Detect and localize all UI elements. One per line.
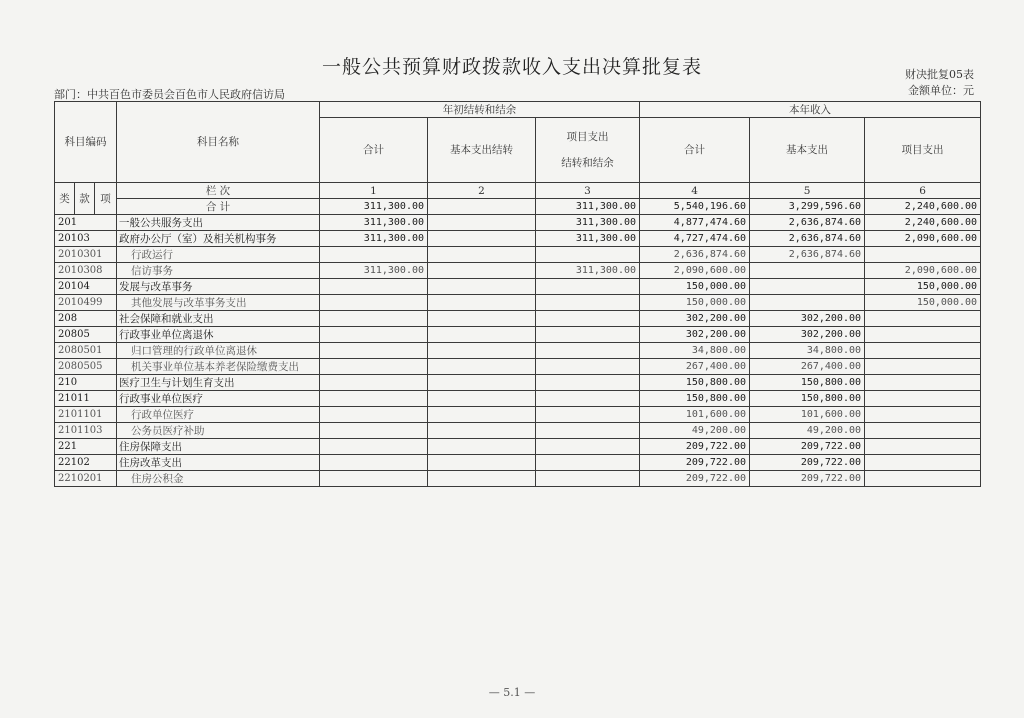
amount-cell bbox=[428, 455, 536, 471]
column-number-2: 2 bbox=[428, 183, 536, 199]
column-number-6: 6 bbox=[865, 183, 981, 199]
amount-cell: 311,300.00 bbox=[320, 263, 428, 279]
amount-cell bbox=[428, 375, 536, 391]
subject-name-cell: 住房公积金 bbox=[117, 471, 320, 487]
amount-cell bbox=[320, 247, 428, 263]
amount-cell bbox=[320, 391, 428, 407]
table-row bbox=[55, 423, 981, 439]
header-carry-project-line2: 结转和结余 bbox=[561, 157, 614, 169]
amount-cell bbox=[750, 263, 865, 279]
amount-cell: 209,722.00 bbox=[640, 471, 750, 487]
amount-cell: 302,200.00 bbox=[750, 327, 865, 343]
amount-cell: 302,200.00 bbox=[750, 311, 865, 327]
amount-cell bbox=[536, 295, 640, 311]
amount-cell bbox=[320, 439, 428, 455]
amount-cell bbox=[428, 471, 536, 487]
table-body bbox=[55, 215, 981, 487]
amount-cell bbox=[750, 279, 865, 295]
amount-cell bbox=[865, 407, 981, 423]
amount-cell bbox=[428, 407, 536, 423]
amount-cell: 267,400.00 bbox=[750, 359, 865, 375]
amount-cell: 311,300.00 bbox=[320, 231, 428, 247]
amount-cell: 150,000.00 bbox=[865, 295, 981, 311]
amount-cell bbox=[865, 343, 981, 359]
amount-cell bbox=[536, 279, 640, 295]
column-number-1: 1 bbox=[320, 183, 428, 199]
amount-cell: 2,636,874.60 bbox=[750, 247, 865, 263]
amount-cell: 150,800.00 bbox=[750, 391, 865, 407]
subject-name-cell: 行政事业单位医疗 bbox=[117, 391, 320, 407]
table-row bbox=[55, 279, 981, 295]
amount-cell: 101,600.00 bbox=[640, 407, 750, 423]
amount-cell bbox=[865, 391, 981, 407]
table-row bbox=[55, 311, 981, 327]
subject-name-cell: 一般公共服务支出 bbox=[117, 215, 320, 231]
column-number-label: 栏 次 bbox=[117, 183, 320, 199]
header-income-basic: 基本支出 bbox=[750, 118, 865, 183]
amount-cell bbox=[428, 295, 536, 311]
table-row bbox=[55, 439, 981, 455]
amount-cell: 311,300.00 bbox=[536, 215, 640, 231]
amount-cell bbox=[536, 311, 640, 327]
subject-name-cell: 归口管理的行政单位离退休 bbox=[117, 343, 320, 359]
amount-cell: 2,240,600.00 bbox=[865, 215, 981, 231]
total-row-label: 合 计 bbox=[117, 199, 320, 215]
amount-cell bbox=[865, 359, 981, 375]
subject-name-cell: 社会保障和就业支出 bbox=[117, 311, 320, 327]
amount-unit: 金额单位：元 bbox=[908, 84, 974, 97]
subject-code-cell: 20104 bbox=[55, 279, 117, 295]
amount-cell bbox=[536, 247, 640, 263]
amount-cell bbox=[865, 455, 981, 471]
amount-cell bbox=[428, 391, 536, 407]
total-cell: 311,300.00 bbox=[536, 199, 640, 215]
total-cell bbox=[428, 199, 536, 215]
table-row bbox=[55, 407, 981, 423]
amount-cell bbox=[536, 455, 640, 471]
subject-code-cell: 2010308 bbox=[55, 263, 117, 279]
header-xiang: 项 bbox=[95, 183, 117, 215]
table-row bbox=[55, 455, 981, 471]
amount-cell: 150,800.00 bbox=[750, 375, 865, 391]
amount-cell bbox=[428, 423, 536, 439]
subject-code-cell: 20805 bbox=[55, 327, 117, 343]
amount-cell bbox=[428, 231, 536, 247]
amount-cell bbox=[320, 311, 428, 327]
subject-name-cell: 行政运行 bbox=[117, 247, 320, 263]
amount-cell: 150,000.00 bbox=[865, 279, 981, 295]
amount-cell: 34,800.00 bbox=[750, 343, 865, 359]
amount-cell bbox=[865, 423, 981, 439]
table-row bbox=[55, 295, 981, 311]
amount-cell bbox=[428, 327, 536, 343]
amount-cell bbox=[428, 439, 536, 455]
subject-code-cell: 22102 bbox=[55, 455, 117, 471]
subject-name-cell: 行政事业单位离退休 bbox=[117, 327, 320, 343]
amount-cell bbox=[320, 279, 428, 295]
amount-cell bbox=[536, 423, 640, 439]
amount-cell: 49,200.00 bbox=[750, 423, 865, 439]
amount-cell bbox=[536, 407, 640, 423]
amount-cell bbox=[536, 375, 640, 391]
amount-cell: 2,090,600.00 bbox=[865, 231, 981, 247]
amount-cell bbox=[750, 295, 865, 311]
column-number-3: 3 bbox=[536, 183, 640, 199]
amount-cell: 302,200.00 bbox=[640, 311, 750, 327]
amount-cell: 4,877,474.60 bbox=[640, 215, 750, 231]
subject-name-cell: 住房保障支出 bbox=[117, 439, 320, 455]
table-row bbox=[55, 231, 981, 247]
subject-name-cell: 住房改革支出 bbox=[117, 455, 320, 471]
table-row bbox=[55, 471, 981, 487]
total-cell: 5,540,196.60 bbox=[640, 199, 750, 215]
amount-cell bbox=[428, 311, 536, 327]
amount-cell bbox=[536, 391, 640, 407]
header-carry-project-line1: 项目支出 bbox=[566, 131, 609, 143]
amount-cell: 150,800.00 bbox=[640, 391, 750, 407]
amount-cell bbox=[320, 327, 428, 343]
department-label: 部门：中共百色市委员会百色市人民政府信访局 bbox=[54, 88, 285, 101]
amount-cell: 209,722.00 bbox=[640, 439, 750, 455]
subject-name-cell: 政府办公厅（室）及相关机构事务 bbox=[117, 231, 320, 247]
amount-cell bbox=[428, 279, 536, 295]
total-cell: 311,300.00 bbox=[320, 199, 428, 215]
amount-cell: 2,636,874.60 bbox=[640, 247, 750, 263]
subject-code-cell: 20103 bbox=[55, 231, 117, 247]
amount-cell: 150,800.00 bbox=[640, 375, 750, 391]
amount-cell: 209,722.00 bbox=[750, 439, 865, 455]
amount-cell bbox=[428, 263, 536, 279]
table-row bbox=[55, 375, 981, 391]
subject-code-cell: 2010499 bbox=[55, 295, 117, 311]
subject-code-cell: 2101103 bbox=[55, 423, 117, 439]
amount-cell bbox=[428, 247, 536, 263]
amount-cell: 2,636,874.60 bbox=[750, 215, 865, 231]
subject-name-cell: 其他发展与改革事务支出 bbox=[117, 295, 320, 311]
total-cell: 2,240,600.00 bbox=[865, 199, 981, 215]
amount-cell: 2,090,600.00 bbox=[640, 263, 750, 279]
amount-cell bbox=[320, 343, 428, 359]
amount-cell: 150,000.00 bbox=[640, 279, 750, 295]
amount-cell bbox=[320, 455, 428, 471]
subject-code-cell: 210 bbox=[55, 375, 117, 391]
table-row bbox=[55, 263, 981, 279]
amount-cell bbox=[320, 407, 428, 423]
subject-code-cell: 2010301 bbox=[55, 247, 117, 263]
amount-cell: 4,727,474.60 bbox=[640, 231, 750, 247]
subject-name-cell: 机关事业单位基本养老保险缴费支出 bbox=[117, 359, 320, 375]
amount-cell: 311,300.00 bbox=[536, 263, 640, 279]
subject-code-cell: 21011 bbox=[55, 391, 117, 407]
subject-code-cell: 201 bbox=[55, 215, 117, 231]
subject-code-cell: 2080505 bbox=[55, 359, 117, 375]
amount-cell bbox=[536, 439, 640, 455]
table-row bbox=[55, 327, 981, 343]
amount-cell: 34,800.00 bbox=[640, 343, 750, 359]
subject-code-cell: 221 bbox=[55, 439, 117, 455]
header-lei: 类 bbox=[55, 183, 75, 215]
amount-cell: 267,400.00 bbox=[640, 359, 750, 375]
amount-cell bbox=[865, 311, 981, 327]
amount-cell: 150,000.00 bbox=[640, 295, 750, 311]
amount-cell bbox=[428, 215, 536, 231]
subject-name-cell: 医疗卫生与计划生育支出 bbox=[117, 375, 320, 391]
table-row bbox=[55, 215, 981, 231]
table-row bbox=[55, 359, 981, 375]
subject-name-cell: 信访事务 bbox=[117, 263, 320, 279]
header-income-group: 本年收入 bbox=[640, 102, 981, 118]
table-row bbox=[55, 391, 981, 407]
amount-cell bbox=[536, 327, 640, 343]
header-carry-basic: 基本支出结转 bbox=[428, 118, 536, 183]
subject-code-cell: 2101101 bbox=[55, 407, 117, 423]
amount-cell bbox=[320, 471, 428, 487]
subject-name-cell: 发展与改革事务 bbox=[117, 279, 320, 295]
column-number-4: 4 bbox=[640, 183, 750, 199]
amount-cell: 101,600.00 bbox=[750, 407, 865, 423]
amount-cell bbox=[536, 359, 640, 375]
table-row bbox=[55, 343, 981, 359]
amount-cell bbox=[320, 423, 428, 439]
amount-cell: 2,090,600.00 bbox=[865, 263, 981, 279]
amount-cell: 209,722.00 bbox=[750, 471, 865, 487]
header-subject-code: 科目编码 bbox=[55, 102, 117, 183]
amount-cell: 49,200.00 bbox=[640, 423, 750, 439]
amount-cell bbox=[536, 471, 640, 487]
amount-cell bbox=[865, 439, 981, 455]
column-number-5: 5 bbox=[750, 183, 865, 199]
amount-cell: 311,300.00 bbox=[536, 231, 640, 247]
total-cell: 3,299,596.60 bbox=[750, 199, 865, 215]
amount-cell bbox=[428, 343, 536, 359]
header-subject-name: 科目名称 bbox=[117, 102, 320, 183]
amount-cell: 209,722.00 bbox=[750, 455, 865, 471]
subject-code-cell: 2210201 bbox=[55, 471, 117, 487]
subject-name-cell: 公务员医疗补助 bbox=[117, 423, 320, 439]
amount-cell: 2,636,874.60 bbox=[750, 231, 865, 247]
amount-cell bbox=[428, 359, 536, 375]
subject-code-cell: 2080501 bbox=[55, 343, 117, 359]
header-income-project: 项目支出 bbox=[865, 118, 981, 183]
amount-cell bbox=[320, 359, 428, 375]
header-carryover-group: 年初结转和结余 bbox=[320, 102, 640, 118]
amount-cell bbox=[865, 471, 981, 487]
header-kuan: 款 bbox=[75, 183, 95, 215]
header-carry-project bbox=[536, 118, 640, 183]
amount-cell bbox=[536, 343, 640, 359]
form-code: 财决批复05表 bbox=[905, 68, 974, 81]
amount-cell bbox=[865, 375, 981, 391]
subject-code-cell: 208 bbox=[55, 311, 117, 327]
header-income-total: 合计 bbox=[640, 118, 750, 183]
amount-cell: 302,200.00 bbox=[640, 327, 750, 343]
table-row bbox=[55, 247, 981, 263]
amount-cell bbox=[320, 295, 428, 311]
amount-cell bbox=[320, 375, 428, 391]
amount-cell bbox=[865, 247, 981, 263]
subject-name-cell: 行政单位医疗 bbox=[117, 407, 320, 423]
budget-table bbox=[54, 101, 981, 487]
amount-cell: 209,722.00 bbox=[640, 455, 750, 471]
amount-cell: 311,300.00 bbox=[320, 215, 428, 231]
page-title: 一般公共预算财政拨款收入支出决算批复表 bbox=[321, 56, 702, 78]
amount-cell bbox=[865, 327, 981, 343]
header-carry-total: 合计 bbox=[320, 118, 428, 183]
page-number: — 5.1 — bbox=[488, 686, 536, 699]
